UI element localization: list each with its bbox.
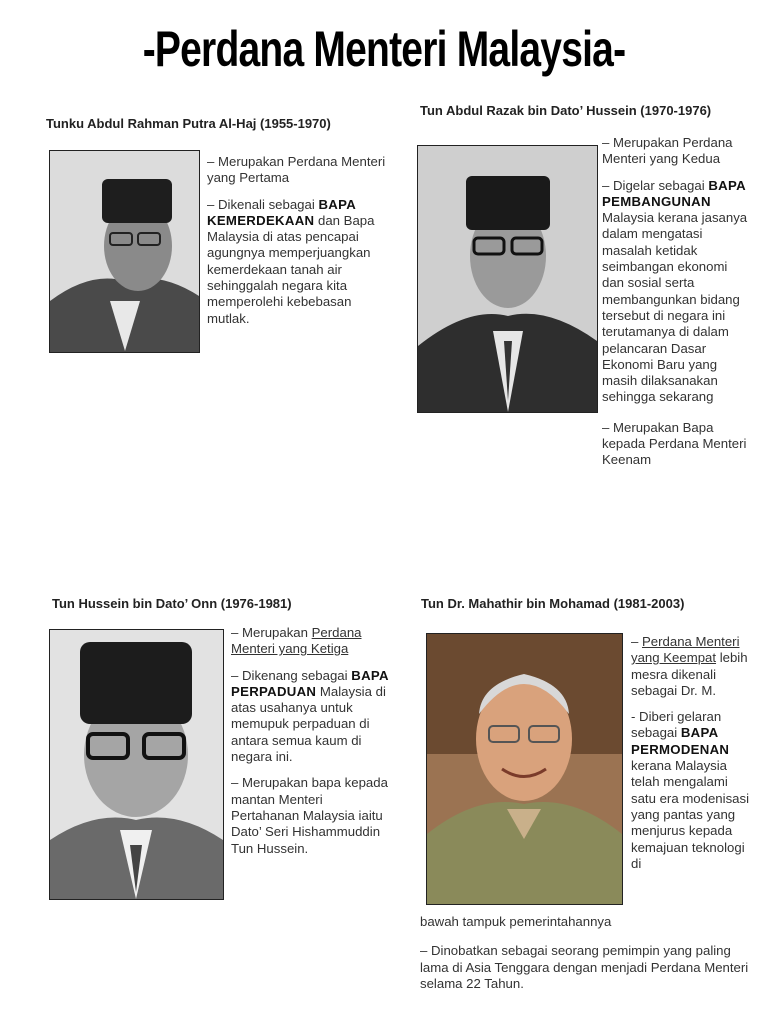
pm3-heading: Tun Hussein bin Dato’ Onn (1976-1981) xyxy=(52,596,292,611)
pm2-point-3: – Merupakan Bapa kepada Perdana Menteri Keenam xyxy=(602,419,747,468)
pm3-ordinal-underlined: Perdana Menteri yang Ketiga xyxy=(231,625,362,657)
pm1-point-2-rest: dan Bapa Malaysia di atas pencapai agungnya memperjuangkan kemerdekaan tanah air sehinggalah negara kita memperolehi kebebasan mutlak. xyxy=(207,212,375,326)
pm1-point-2 xyxy=(207,197,387,327)
pm3-point-1 xyxy=(231,625,391,658)
pm1-portrait-image xyxy=(50,151,199,352)
pm4-point-1-rest: lebih mesra dikenali sebagai Dr. M. xyxy=(631,650,748,698)
pm2-point-2 xyxy=(602,178,752,406)
pm4-ordinal-underlined: Perdana Menteri yang Keempat xyxy=(631,634,740,666)
pm4-description-continued xyxy=(420,914,750,1002)
pm2-point-2-rest: Malaysia kerana jasanya dalam mengatasi masalah ketidak seimbangan ekonomi dan sosial serta membangunkan bidang tersebut di negara ini terutamanya di dalam pelancaran Dasar Ekonomi Baru yang masih dilaksanakan sehingga sekarang xyxy=(602,210,748,405)
pm4-point-3: – Dinobatkan sebagai seorang pemimpin yang paling lama di Asia Tenggara dengan menjadi Perdana Menteri selama 22 Tahun. xyxy=(420,943,749,991)
pm3-portrait-image xyxy=(50,630,223,899)
pm4-point-2-tail: bawah tampuk pemerintahannya xyxy=(420,914,612,929)
pm2-title-bold: BAPA PEMBANGUNAN xyxy=(602,177,746,209)
pm4-point-1 xyxy=(631,634,751,699)
pm4-heading: Tun Dr. Mahathir bin Mohamad (1981-2003) xyxy=(421,596,685,611)
pm1-heading: Tunku Abdul Rahman Putra Al-Haj (1955-1970) xyxy=(46,116,331,131)
pm4-point-1-text: – xyxy=(631,634,642,649)
pm3-point-2 xyxy=(231,668,391,766)
pm4-title-bold: BAPA PERMODENAN xyxy=(631,725,730,757)
pm2-portrait-image xyxy=(418,146,597,412)
page-title: -Perdana Menteri Malaysia- xyxy=(142,21,626,77)
pm4-point-2 xyxy=(631,709,751,872)
pm2-portrait xyxy=(417,145,598,413)
pm2-heading: Tun Abdul Razak bin Dato’ Hussein (1970-1976) xyxy=(420,103,712,118)
pm3-title-bold: BAPA PERPADUAN xyxy=(231,667,389,699)
pm3-point-3: – Merupakan bapa kepada mantan Menteri Pertahanan Malaysia iaitu Dato’ Seri Hishammuddin Tun Hussein. xyxy=(231,775,388,856)
pm4-portrait-image xyxy=(427,634,622,904)
pm2-point-1: – Merupakan Perdana Menteri yang Kedua xyxy=(602,135,733,167)
pm1-portrait xyxy=(49,150,200,353)
pm4-description xyxy=(631,634,751,872)
pm1-point-1: – Merupakan Perdana Menteri yang Pertama xyxy=(207,154,386,186)
pm2-description xyxy=(602,135,752,479)
pm4-point-2-text: - Diberi gelaran sebagai xyxy=(631,709,722,741)
pm4-portrait xyxy=(426,633,623,905)
pm3-portrait xyxy=(49,629,224,900)
pm1-point-2-text: – Dikenali sebagai xyxy=(207,196,319,212)
pm1-title-bold: BAPA KEMERDEKAAN xyxy=(207,196,356,228)
pm3-point-2-rest: Malaysia di atas usahanya untuk memupuk perpaduan di antara semua kaum di negara ini. xyxy=(231,683,386,765)
pm1-description xyxy=(207,154,387,337)
pm3-point-2-text: – Dikenang sebagai xyxy=(231,667,352,683)
pm3-description xyxy=(231,625,391,867)
pm4-point-2-rest: kerana Malaysia telah mengalami satu era modenisasi yang pantas yang menjurus kepada kemajuan teknologi di xyxy=(631,758,750,871)
pm3-point-1-text: – Merupakan xyxy=(231,625,312,640)
pm2-point-2-text: – Digelar sebagai xyxy=(602,177,709,193)
